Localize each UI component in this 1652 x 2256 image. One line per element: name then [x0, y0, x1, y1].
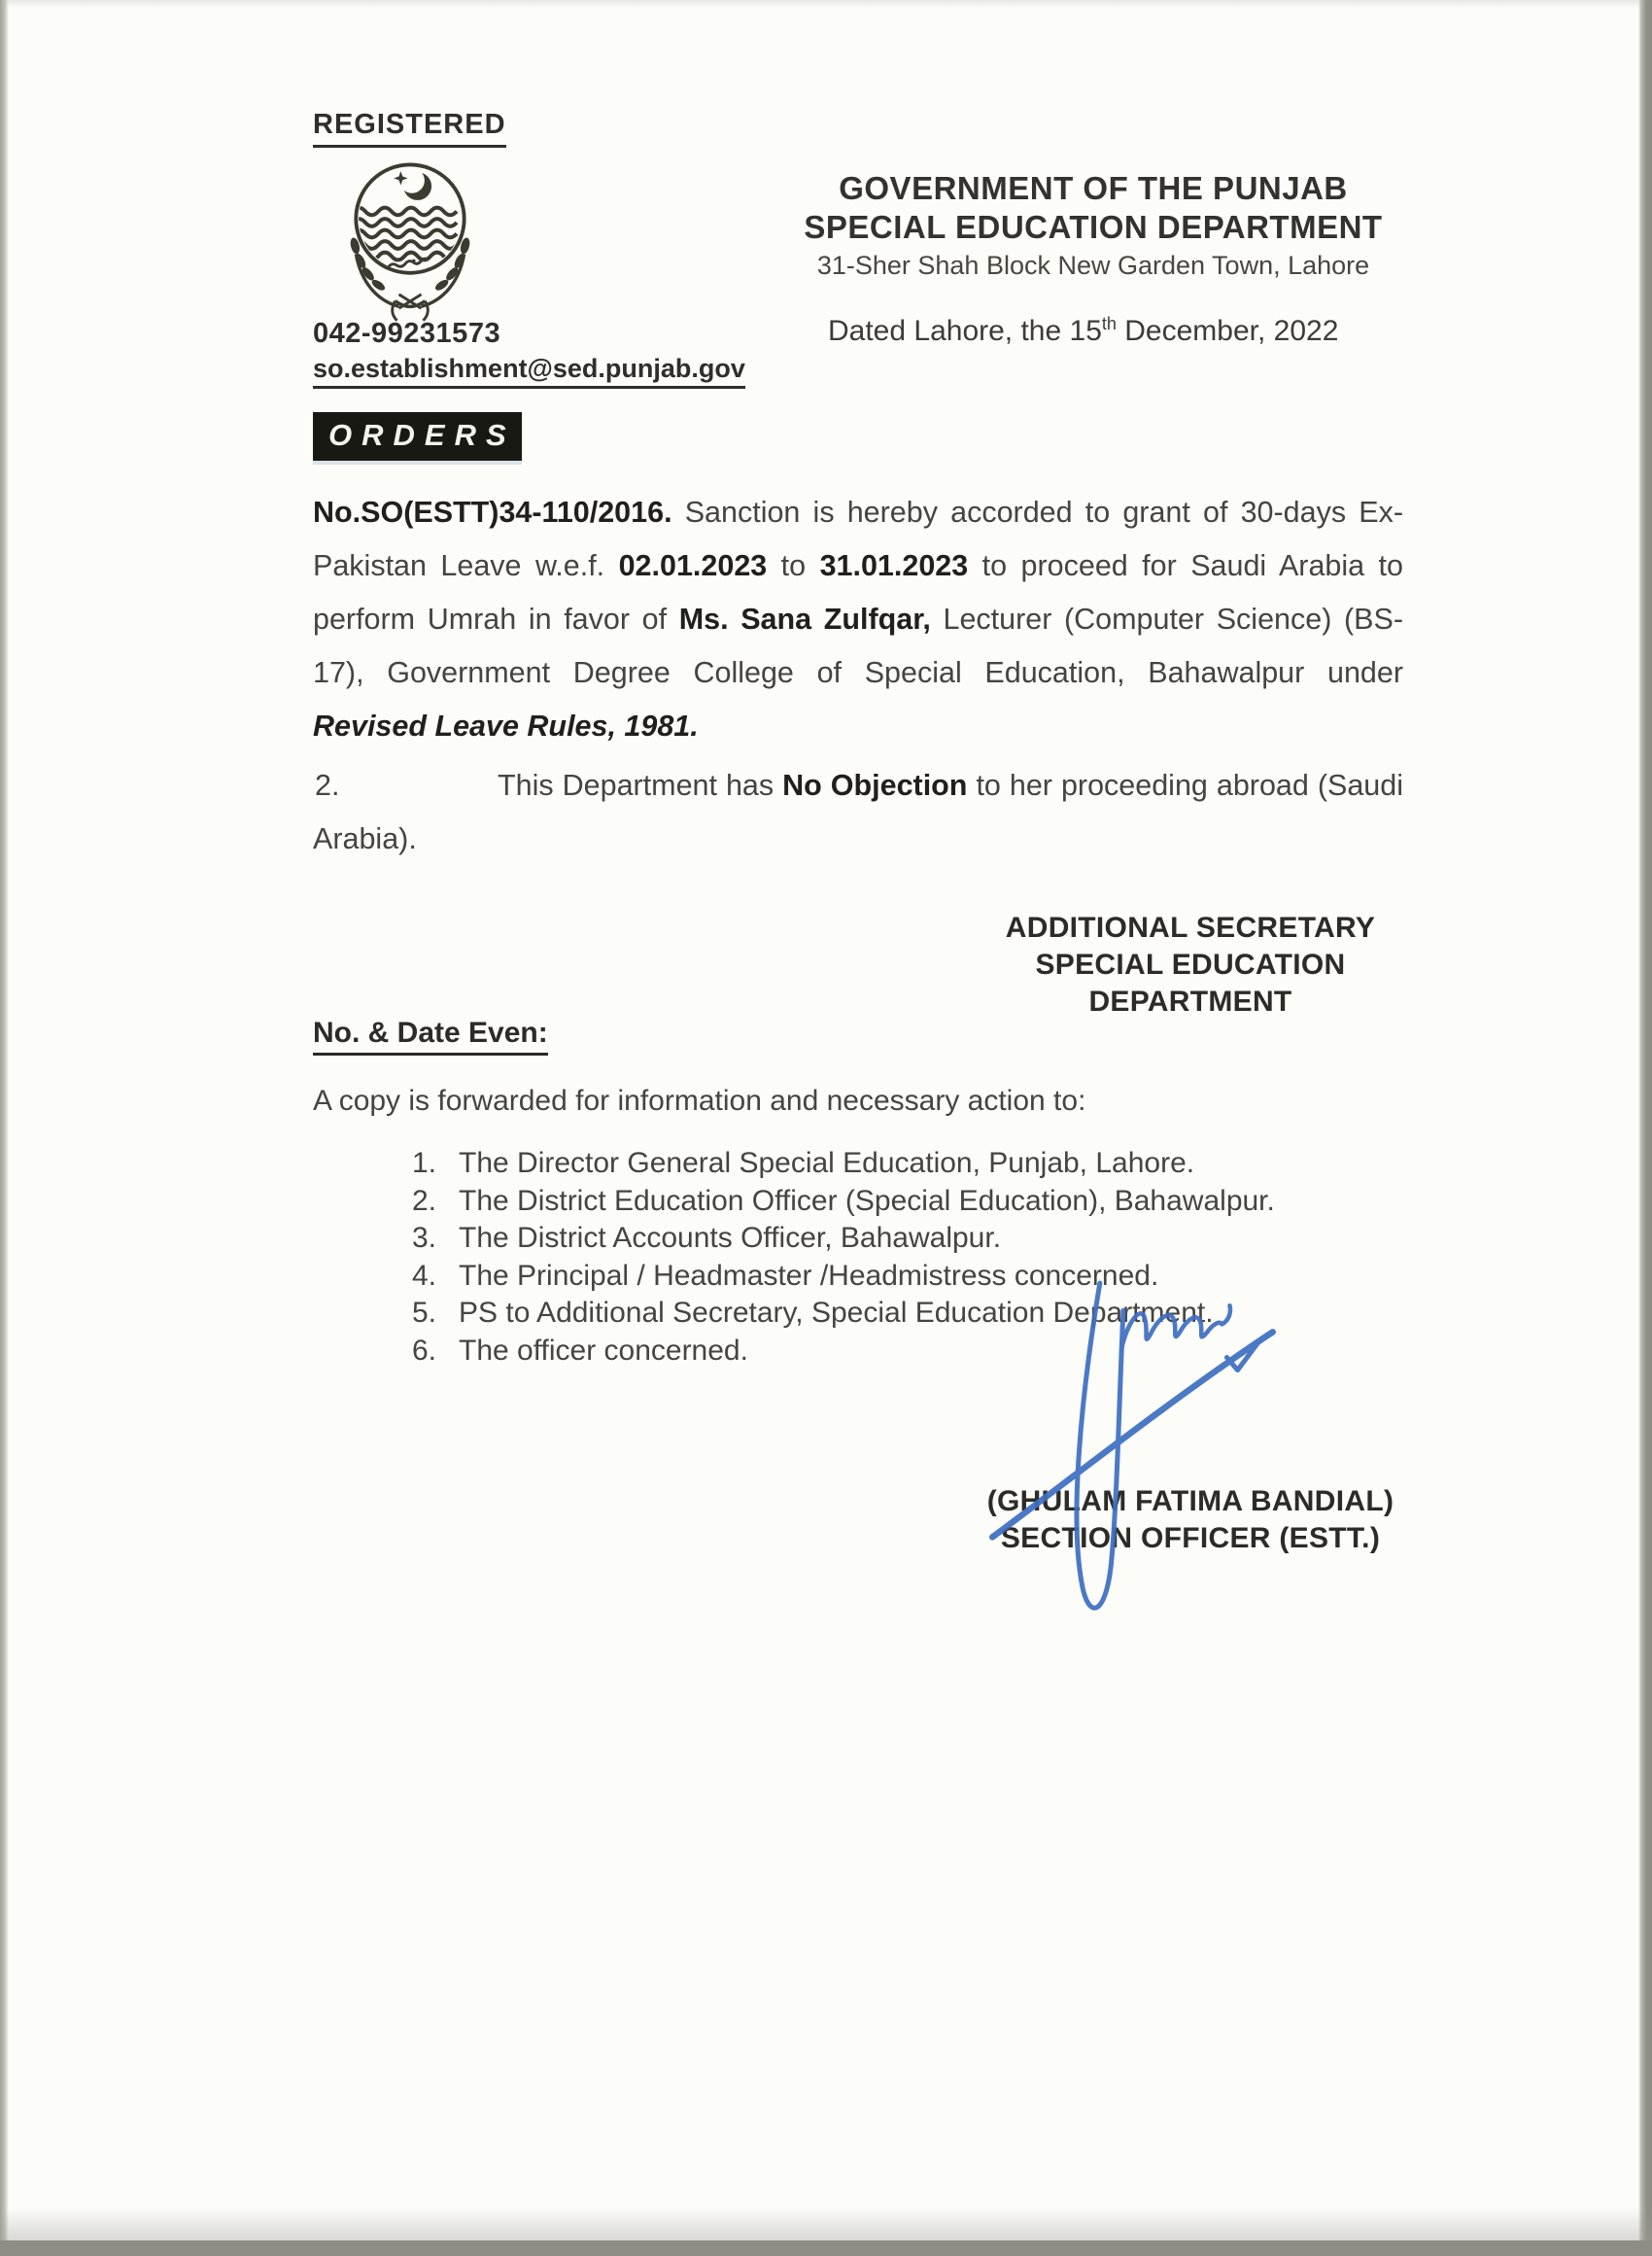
no-objection-emphasis: No Objection — [782, 769, 968, 802]
date-ordinal-superscript: th — [1101, 314, 1117, 333]
orders-heading: ORDERS — [313, 412, 522, 461]
no-and-date-even-label: No. & Date Even: — [313, 1017, 548, 1056]
list-item-number: 6. — [412, 1334, 437, 1367]
list-item-number: 3. — [412, 1222, 437, 1254]
order-text-4: Lecturer (Computer Science) (BS-17), Government Degree College of Special Education, Bahawalpur under — [313, 603, 1403, 689]
scan-edge-bottom — [0, 2240, 1652, 2256]
list-item — [412, 1183, 1275, 1221]
forwarding-note: A copy is forwarded for information and necessary action to: — [313, 1085, 1086, 1117]
scan-edge-right — [1638, 0, 1652, 2256]
leave-end-date: 31.01.2023 — [819, 549, 969, 582]
signatory-designation-line2: SPECIAL EDUCATION — [1035, 949, 1346, 981]
signatory-name: (GHULAM FATIMA BANDIAL) — [986, 1485, 1394, 1517]
list-item-text: The Director General Special Education, Punjab, Lahore. — [459, 1147, 1195, 1179]
signatory-designation-line3: DEPARTMENT — [1088, 986, 1292, 1018]
letterhead-government-line: GOVERNMENT OF THE PUNJAB — [839, 170, 1348, 206]
signatory-designation-block — [952, 910, 1428, 1021]
second-paragraph-text-1: This Department has — [498, 769, 783, 802]
date-line — [828, 315, 1338, 348]
punjab-government-emblem-icon — [317, 142, 503, 325]
second-paragraph — [313, 759, 1403, 866]
signatory-title: SECTION OFFICER (ESTT.) — [1000, 1522, 1381, 1554]
signatory-designation-line1: ADDITIONAL SECRETARY — [1005, 912, 1376, 944]
list-item — [412, 1220, 1275, 1258]
order-reference-number: No.SO(ESTT)34-110/2016. — [313, 496, 672, 529]
scan-edge-top — [0, 0, 1652, 8]
email-address: so.establishment@sed.punjab.gov — [313, 354, 745, 389]
letterhead-department-line: SPECIAL EDUCATION DEPARTMENT — [804, 209, 1383, 245]
date-suffix: December, 2022 — [1116, 315, 1339, 347]
list-item-text: The officer concerned. — [459, 1334, 748, 1367]
order-paragraph — [313, 486, 1403, 753]
handwritten-signature-icon — [974, 1262, 1298, 1652]
list-item-text: PS to Additional Secretary, Special Education Department. — [459, 1297, 1214, 1329]
letterhead — [758, 169, 1428, 282]
date-prefix: Dated Lahore, the 15 — [828, 315, 1102, 347]
paragraph-number: 2. — [315, 769, 340, 802]
registered-stamp: REGISTERED — [313, 109, 506, 148]
second-paragraph-text — [313, 759, 1403, 866]
list-item-text: The Principal / Headmaster /Headmistress concerned. — [459, 1259, 1159, 1292]
list-item — [412, 1145, 1275, 1183]
order-text-2: to — [767, 549, 820, 582]
scan-edge-bottom-shadow — [0, 2207, 1652, 2240]
scan-edge-left — [0, 0, 9, 2256]
employee-name: Ms. Sana Zulfqar, — [678, 603, 931, 636]
leave-rules-reference: Revised Leave Rules, 1981. — [313, 710, 699, 743]
phone-number: 042-99231573 — [313, 318, 501, 349]
order-text-1: Sanction is hereby accorded to grant of 30-days Ex-Pakistan Leave w.e.f. — [313, 496, 1403, 582]
list-item-text: The District Accounts Officer, Bahawalpur. — [459, 1222, 1002, 1254]
second-paragraph-text-2: to her proceeding abroad (Saudi Arabia). — [313, 769, 1404, 855]
list-item-text: The District Education Officer (Special Education), Bahawalpur. — [459, 1184, 1275, 1217]
letterhead-address: 31-Sher Shah Block New Garden Town, Lahore — [816, 251, 1370, 280]
list-item-number: 1. — [412, 1147, 437, 1179]
list-item-number: 5. — [412, 1297, 437, 1329]
list-item-number: 4. — [412, 1259, 437, 1292]
order-text-3: to proceed for Saudi Arabia to perform Umrah in favor of — [313, 549, 1403, 636]
list-item-number: 2. — [412, 1184, 437, 1217]
leave-start-date: 02.01.2023 — [618, 549, 768, 582]
